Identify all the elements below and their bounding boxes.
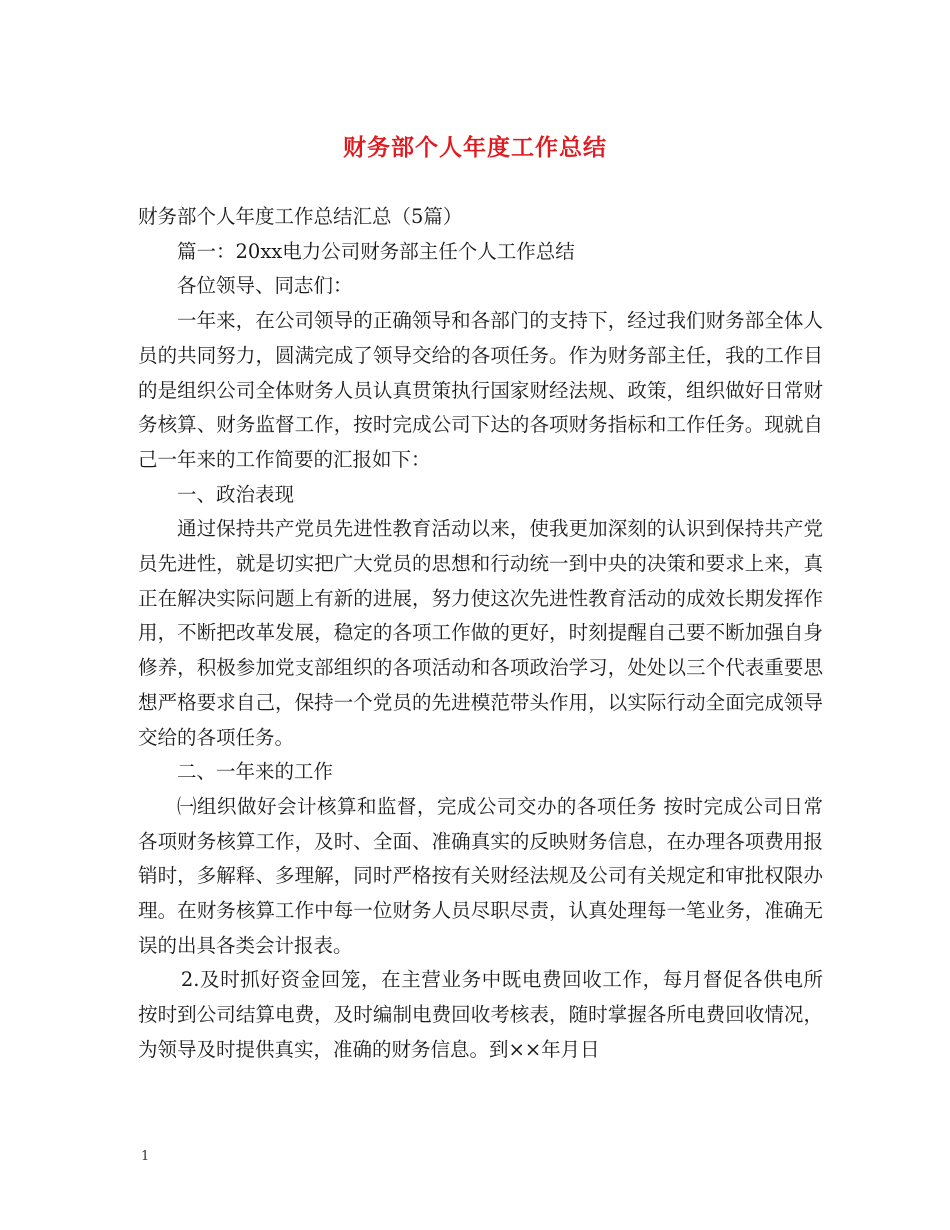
page-number: 1 bbox=[141, 1149, 150, 1164]
paragraph-introduction: 一年来，在公司领导的正确领导和各部门的支持下，经过我们财务部全体人员的共同努力，圆满完成了领导交给的各项任务。作为财务部主任，我的工作目的是组织公司全体财务人员认真贯策执行国家财经法规、政策，组织做好日常财务核算、财务监督工作，按时完成公司下达的各项财务指标和工作任务。现就自己一年来的工作简要的汇报如下： bbox=[138, 309, 823, 471]
paragraph-accounting: ㈠组织做好会计核算和监督，完成公司交办的各项任务 按时完成公司日常各项财务核算工作，及时、全面、准确真实的反映财务信息，在办理各项费用报销时，多解释、多理解，同时严格按有关财经法规及公司有关规定和审批权限办理。在财务核算工作中每一位财务人员尽职尽责，认真处理每一笔业务，准确无误的出具各类会计报表。 bbox=[138, 794, 823, 957]
document-body bbox=[138, 200, 823, 1068]
paragraph-funds-recovery: 2.及时抓好资金回笼，在主营业务中既电费回收工作，每月督促各供电所按时到公司结算电费，及时编制电费回收考核表，随时掌握各所电费回收情况，为领导及时提供真实，准确的财务信息。到××年月日 bbox=[138, 968, 823, 1061]
paragraph-salutation: 各位领导、同志们： bbox=[177, 274, 353, 298]
paragraph-subtitle: 财务部个人年度工作总结汇总（5篇） bbox=[138, 205, 463, 228]
paragraph-article-heading: 篇一：20xx电力公司财务部主任个人工作总结 bbox=[177, 239, 575, 263]
section-heading-political: 一、政治表现 bbox=[177, 482, 295, 506]
paragraph-political: 通过保持共产党员先进性教育活动以来，使我更加深刻的认识到保持共产党员先进性，就是切实把广大党员的思想和行动统一到中央的决策和要求上来，真正在解决实际问题上有新的进展，努力使这次先进性教育活动的成效长期发挥作用，不断把改革发展，稳定的各项工作做的更好，时刻提醒自己要不断加强自身修养，积极参加党支部组织的各项活动和各项政治学习，处处以三个代表重要思想严格要求自己，保持一个党员的先进模范带头作用，以实际行动全面完成领导交给的各项任务。 bbox=[138, 517, 823, 749]
section-heading-work: 二、一年来的工作 bbox=[177, 760, 334, 784]
document-title: 财务部个人年度工作总结 bbox=[343, 135, 607, 161]
